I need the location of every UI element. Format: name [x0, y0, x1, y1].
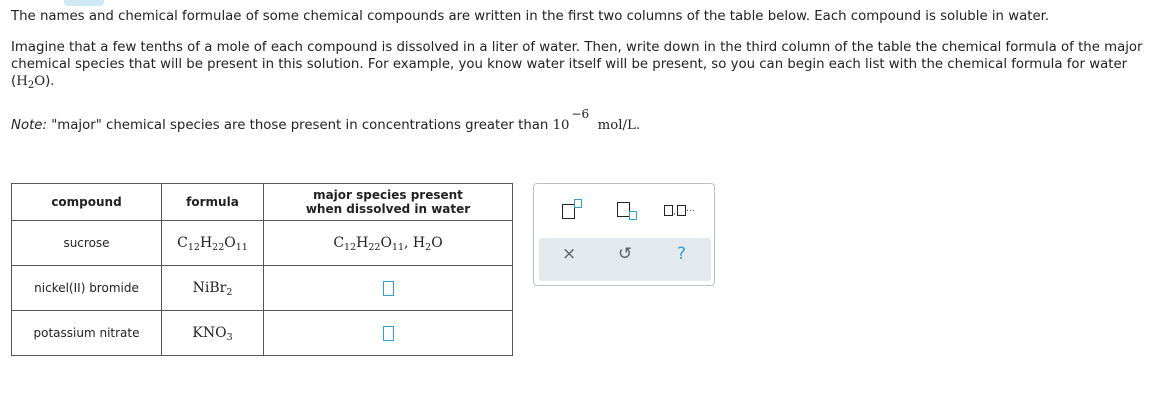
table-header-row: [12, 184, 513, 221]
superscript-template-icon: [560, 198, 584, 222]
list-template-icon: , ...: [664, 201, 704, 221]
species-answer-field[interactable]: [264, 266, 513, 311]
compounds-table: [11, 183, 513, 356]
undo-button[interactable]: ↺: [618, 244, 633, 264]
math-palette: [533, 183, 715, 286]
intro-paragraph-2: Imagine that a few tenths of a mole of each compound is dissolved in a liter of water. Then, write down in the third column of the table the chemical formula of the major chemical species that will be present in this solution. For example, you know water itself will be present, so you can begin each list with the chemical formula for water $(H_2O)$.: [11, 40, 1143, 91]
help-button[interactable]: ?: [677, 244, 687, 264]
table-row: [12, 266, 513, 311]
palette-actions-bar: [539, 238, 711, 281]
compound-name: sucrose: [12, 221, 162, 266]
note-paragraph: [11, 107, 911, 134]
table-row: [12, 221, 513, 266]
empty-answer-box[interactable]: [383, 326, 394, 341]
top-tab-indicator: [64, 0, 104, 6]
header-major-species: major species present when dissolved in water: [264, 184, 513, 221]
subscript-template-button[interactable]: [615, 198, 639, 222]
intro-paragraph-1: The names and chemical formulae of some chemical compounds are written in the first two columns of the table below. Each compound is soluble in water.: [11, 9, 1050, 24]
note-unit: mol/L.: [597, 118, 641, 133]
water-formula: $H_2O$: [16, 74, 46, 91]
compound-formula: $C_{12}H_{22}O_{11}$: [162, 221, 264, 266]
note-label: Note:: [11, 118, 47, 133]
superscript-template-button[interactable]: [560, 198, 584, 222]
empty-answer-box[interactable]: [383, 281, 394, 296]
list-template-button[interactable]: [664, 201, 704, 221]
compound-name: nickel(II) bromide: [12, 266, 162, 311]
species-answer-field[interactable]: [264, 311, 513, 356]
header-compound: compound: [12, 184, 162, 221]
subscript-template-icon: [615, 198, 639, 222]
compound-name: potassium nitrate: [12, 311, 162, 356]
intro-text: Imagine that a few tenths of a mole of each compound is dissolved in a liter of water. Then, write down in the third column of the table the chemical formula of the major chemical species that will be present in this solution. For example, you know water itself will be present, so you can begin each list with the chemical formula for water: [11, 40, 1143, 72]
compound-formula: NiBr$_2$: [162, 266, 264, 311]
compound-formula: $KNO_3$: [162, 311, 264, 356]
note-base: 10: [552, 118, 570, 133]
note-text: "major" chemical species are those present in concentrations greater than: [46, 118, 553, 133]
clear-button[interactable]: ×: [562, 244, 577, 264]
species-answer-field[interactable]: $C_{12}H_{22}O_{11}$, $H_2O$: [264, 221, 513, 266]
table-row: [12, 311, 513, 356]
header-formula: formula: [162, 184, 264, 221]
note-exponent: −6: [571, 107, 590, 121]
